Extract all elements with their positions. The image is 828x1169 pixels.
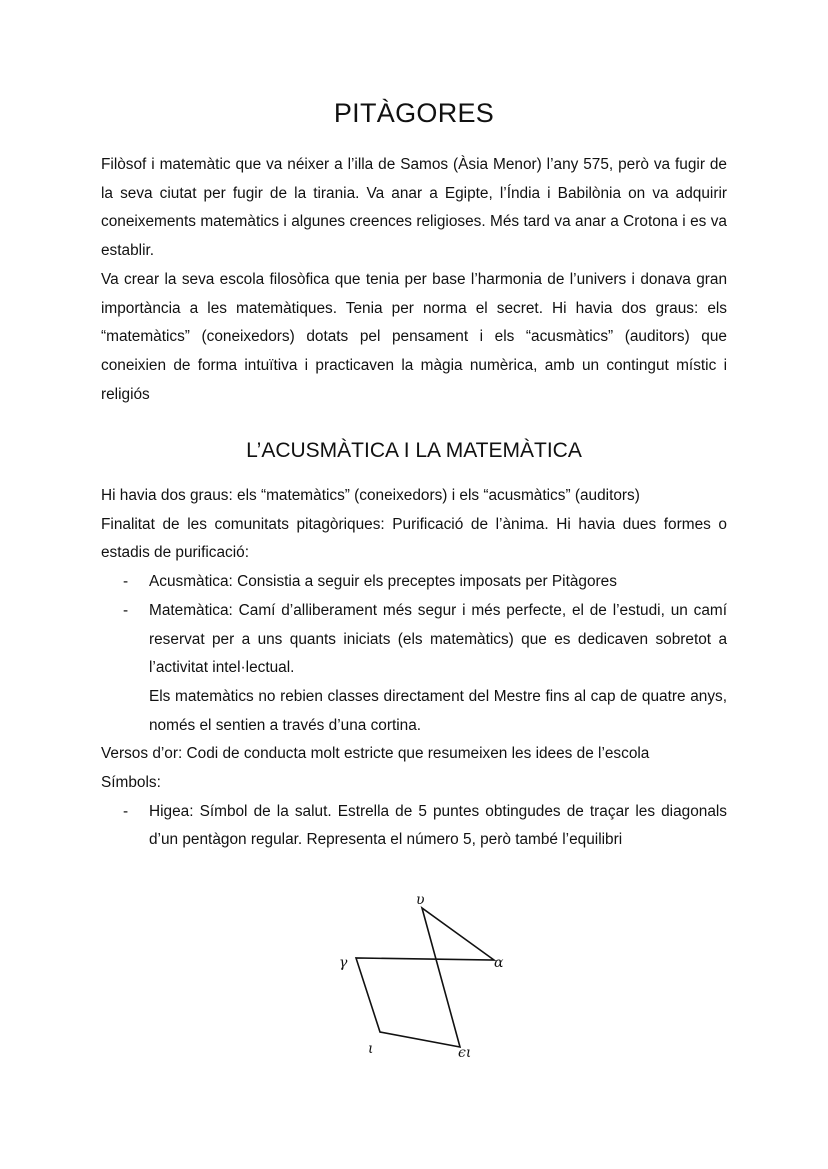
pentagram-star xyxy=(356,908,494,1047)
intro-paragraph-2: Va crear la seva escola filosòfica que tenia per base l’harmonia de l’univers i donava gran importància a les matemàtiques. Tenia per norma el secret. Hi havia dos graus: els “matemàtics” (coneixedors) dotats pel pensament i els “acusmàtics” (auditors) que coneixien de forma intuïtiva i practicaven la màgia numèrica, amb un contingut místic i religiós xyxy=(101,270,727,403)
intro-section xyxy=(101,151,727,409)
list-dash: - xyxy=(123,601,129,619)
list-dash: - xyxy=(123,573,129,591)
list-item-continuation: Els matemàtics no rebien classes directament del Mestre fins al cap de quatre anys, només el sentien a través d’una cortina. xyxy=(149,687,727,734)
list-item-acusmatica xyxy=(101,568,727,597)
list-item-higea xyxy=(101,798,727,855)
paragraph-versos-dor: Versos d’or: Codi de conducta molt estricte que resumeixen les idees de l’escola xyxy=(101,745,650,763)
list-item-text: Acusmàtica: Consistia a seguir els preceptes imposats per Pitàgores xyxy=(149,573,617,591)
pentagram-label-bottom-right: ϵι xyxy=(458,1045,472,1061)
pentagram-label-top: υ xyxy=(416,892,425,908)
pentagram-label-right: α xyxy=(494,955,504,971)
pentagram-label-bottom-left: ι xyxy=(368,1041,374,1057)
paragraph-finalitat: Finalitat de les comunitats pitagòriques: Purificació de l’ànima. Hi havia dues formes o estadis de purificació: xyxy=(101,515,727,562)
list-item-text: Matemàtica: Camí d’alliberament més segur i més perfecte, el de l’estudi, un camí reservat per a uns quants iniciats (els matemàtics) que es dedicaven sobretot a l’activitat intel·lectual. xyxy=(149,601,727,677)
acusmatica-section xyxy=(101,482,727,855)
section-title: L’ACUSMÀTICA I LA MATEMÀTICA xyxy=(246,439,582,462)
paragraph-simbols: Símbols: xyxy=(101,774,161,792)
list-item-text: Higea: Símbol de la salut. Estrella de 5 puntes obtingudes de traçar les diagonals d’un pentàgon regular. Representa el número 5, però també l’equilibri xyxy=(149,802,727,849)
paragraph-graus: Hi havia dos graus: els “matemàtics” (coneixedors) i els “acusmàtics” (auditors) xyxy=(101,487,640,504)
pentagram-label-left: γ xyxy=(339,955,348,971)
intro-paragraph-1: Filòsof i matemàtic que va néixer a l’illa de Samos (Àsia Menor) l’any 575, però va fugir de la seva ciutat per fugir de la tirania. Va anar a Egipte, l’Índia i Babilònia on va adquirir coneixements matemàtics i algunes creences religioses. Més tard va anar a Crotona i es va establir. xyxy=(101,156,727,260)
page-title: PITÀGORES xyxy=(333,98,495,128)
list-dash: - xyxy=(123,802,129,820)
list-item-matematica xyxy=(101,597,727,741)
pentagram-figure xyxy=(336,890,516,1066)
